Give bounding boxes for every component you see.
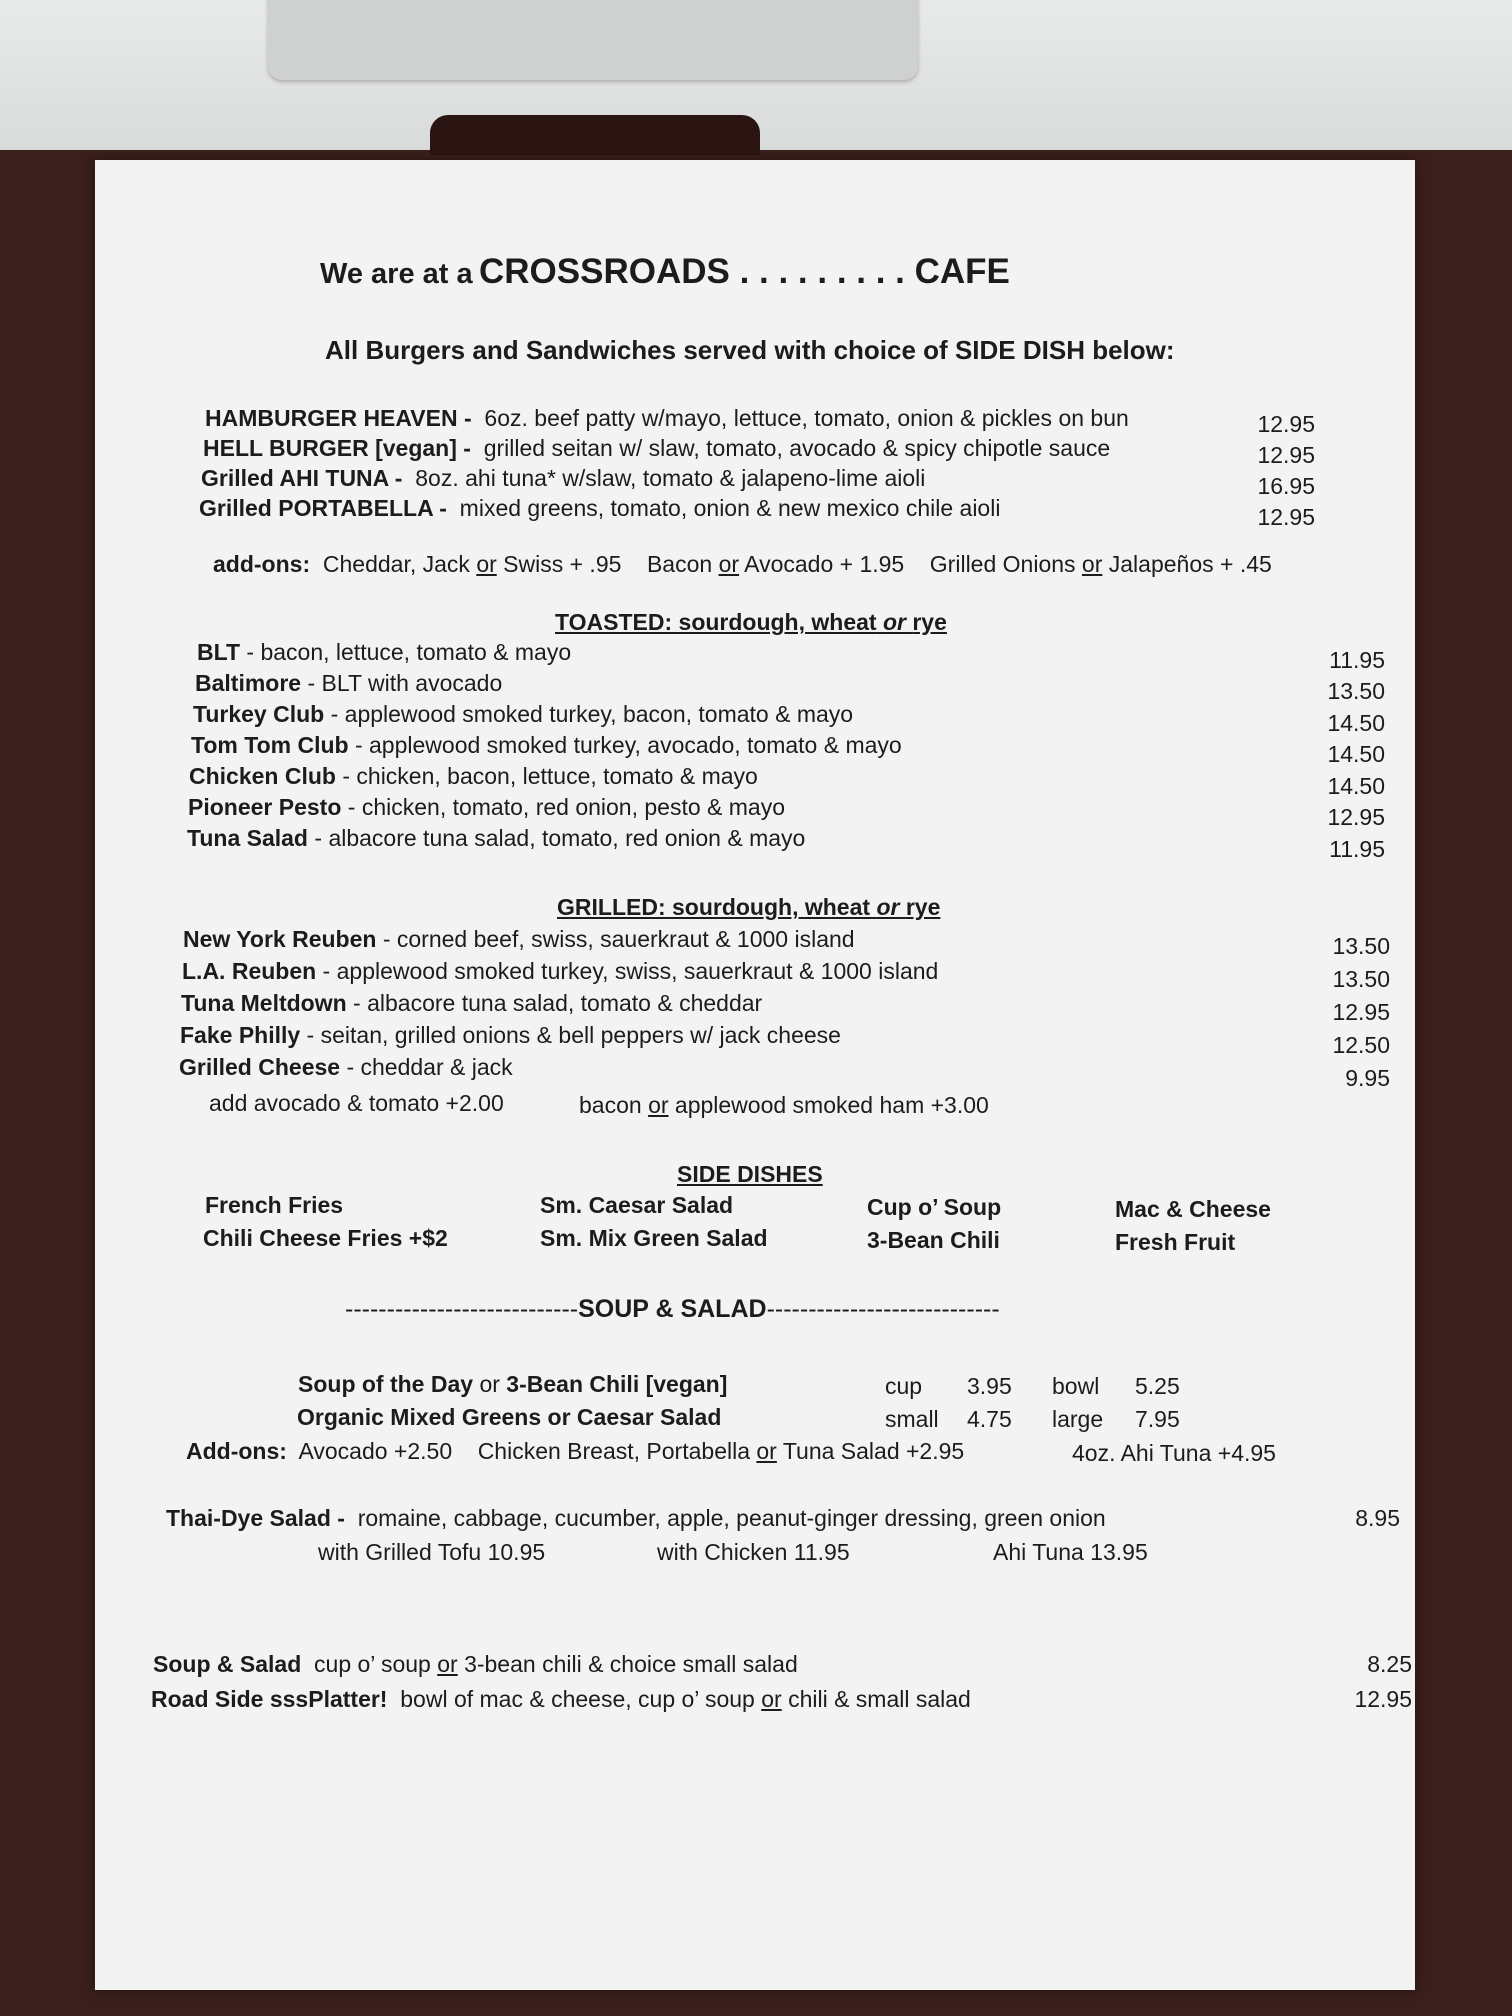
item-price: 12.50 bbox=[1332, 1032, 1390, 1058]
sides-heading: SIDE DISHES bbox=[677, 1161, 823, 1187]
size-label: small bbox=[885, 1406, 939, 1432]
item-price: 8.25 bbox=[1367, 1651, 1412, 1677]
addon-text: Tuna Salad +2.95 bbox=[782, 1438, 965, 1464]
combo-item bbox=[153, 1650, 798, 1678]
subtitle: All Burgers and Sandwiches served with choice of SIDE DISH below: bbox=[325, 335, 1175, 365]
menu-page bbox=[95, 160, 1415, 1990]
item-desc: - applewood smoked turkey, swiss, sauerkraut & 1000 island bbox=[316, 958, 939, 984]
toasted-item bbox=[188, 793, 785, 821]
item-name: Soup & Salad bbox=[153, 1651, 302, 1677]
item-price: 12.95 bbox=[1332, 999, 1390, 1025]
item-name: Fake Philly bbox=[180, 1022, 301, 1048]
item-desc: grilled seitan w/ slaw, tomato, avocado & spicy chipotle sauce bbox=[483, 435, 1111, 461]
toasted-item bbox=[191, 731, 902, 759]
soup-salad-addons bbox=[186, 1437, 964, 1465]
heading-text: SOUP & SALAD bbox=[578, 1295, 767, 1323]
divider-dashes: ---------------------------- bbox=[345, 1295, 579, 1323]
item-desc: romaine, cabbage, cucumber, apple, peanut-ginger dressing, green onion bbox=[357, 1505, 1106, 1531]
or-text: or bbox=[718, 551, 740, 577]
item-desc: - albacore tuna salad, tomato & cheddar bbox=[346, 990, 763, 1016]
burger-item bbox=[201, 464, 925, 492]
item-desc: chili & small salad bbox=[788, 1686, 971, 1712]
item-name: Chicken Club bbox=[189, 763, 336, 789]
item-price: 3.95 bbox=[967, 1373, 1012, 1399]
item-price: 11.95 bbox=[1329, 647, 1385, 673]
item-name: Grilled Cheese bbox=[179, 1054, 341, 1080]
heading-text: rye bbox=[905, 894, 941, 920]
item-name: New York Reuben bbox=[183, 926, 377, 952]
item-name: Turkey Club bbox=[193, 701, 325, 727]
item-name: 3-Bean Chili [vegan] bbox=[506, 1371, 728, 1397]
grilled-extra: add avocado & tomato +2.00 bbox=[209, 1090, 504, 1116]
or-text: or bbox=[476, 551, 497, 577]
item-price: 8.95 bbox=[1355, 1505, 1400, 1531]
item-desc: - chicken, tomato, red onion, pesto & mayo bbox=[341, 794, 786, 820]
toasted-item bbox=[197, 638, 571, 666]
item-price: 12.95 bbox=[1257, 442, 1315, 468]
item-price: 5.25 bbox=[1135, 1373, 1180, 1399]
or-text: or bbox=[1081, 551, 1103, 577]
item-name: L.A. Reuben bbox=[182, 958, 317, 984]
item-price: 4.75 bbox=[967, 1406, 1012, 1432]
toasted-item bbox=[187, 824, 805, 852]
burger-addons bbox=[213, 550, 1272, 578]
item-name: BLT bbox=[197, 639, 241, 665]
heading-or: or bbox=[876, 894, 900, 920]
item-desc: - bacon, lettuce, tomato & mayo bbox=[240, 639, 572, 665]
item-name: HAMBURGER HEAVEN - bbox=[205, 405, 472, 431]
item-price: 14.50 bbox=[1327, 741, 1385, 767]
grilled-item bbox=[179, 1053, 513, 1081]
item-price: 9.95 bbox=[1345, 1065, 1390, 1091]
addon-text: Avocado + 1.95 bbox=[744, 551, 905, 577]
item-name: Baltimore bbox=[195, 670, 302, 696]
side-item: French Fries bbox=[205, 1192, 344, 1218]
item-price: 12.95 bbox=[1354, 1686, 1412, 1712]
item-desc: 8oz. ahi tuna* w/slaw, tomato & jalapeno-lime aioli bbox=[415, 465, 926, 491]
item-price: 7.95 bbox=[1135, 1406, 1180, 1432]
grilled-item bbox=[180, 1021, 841, 1049]
thai-salad bbox=[166, 1504, 1106, 1532]
addons-label: add-ons: bbox=[213, 551, 311, 577]
item-desc: - cheddar & jack bbox=[340, 1054, 513, 1080]
side-item: Fresh Fruit bbox=[1115, 1229, 1236, 1255]
side-item: Sm. Mix Green Salad bbox=[540, 1225, 768, 1251]
item-desc: - corned beef, swiss, sauerkraut & 1000 island bbox=[376, 926, 855, 952]
item-name: Tuna Salad bbox=[187, 825, 308, 851]
grilled-heading bbox=[557, 893, 940, 921]
item-name: Soup of the Day bbox=[298, 1371, 474, 1397]
item-desc: - chicken, bacon, lettuce, tomato & mayo bbox=[335, 763, 758, 789]
item-name: Grilled AHI TUNA - bbox=[201, 465, 403, 491]
item-name: HELL BURGER [vegan] - bbox=[203, 435, 471, 461]
item-price: 11.95 bbox=[1329, 836, 1385, 862]
salad-row: Organic Mixed Greens or Caesar Salad bbox=[297, 1404, 722, 1430]
item-desc: bowl of mac & cheese, cup o’ soup bbox=[400, 1686, 755, 1712]
addon-text: Bacon bbox=[646, 551, 713, 577]
page-title bbox=[320, 252, 1010, 291]
side-item: Sm. Caesar Salad bbox=[540, 1192, 734, 1218]
grilled-item bbox=[181, 989, 762, 1017]
item-price: 12.95 bbox=[1257, 411, 1315, 437]
item-price: 13.50 bbox=[1327, 678, 1385, 704]
item-desc: cup o’ soup bbox=[314, 1651, 431, 1677]
item-name: Thai-Dye Salad - bbox=[166, 1505, 345, 1531]
burger-item bbox=[203, 434, 1110, 462]
folder-tab bbox=[268, 0, 918, 80]
item-desc: - albacore tuna salad, tomato, red onion & mayo bbox=[308, 825, 806, 851]
extra-text: bacon bbox=[579, 1092, 642, 1118]
soup-row bbox=[298, 1370, 727, 1398]
heading-text: rye bbox=[912, 609, 947, 635]
addon-text: Chicken Breast, Portabella bbox=[477, 1438, 750, 1464]
size-label: bowl bbox=[1052, 1373, 1100, 1399]
item-desc: - seitan, grilled onions & bell peppers w/ jack cheese bbox=[300, 1022, 841, 1048]
toasted-item bbox=[195, 669, 502, 697]
item-price: 13.50 bbox=[1332, 933, 1390, 959]
size-label: cup bbox=[885, 1373, 923, 1399]
addon-text: Swiss + .95 bbox=[503, 551, 622, 577]
side-item: 3-Bean Chili bbox=[867, 1227, 1000, 1253]
addon-text: Cheddar, Jack bbox=[322, 551, 470, 577]
addon-text: Avocado +2.50 bbox=[298, 1438, 453, 1464]
thai-option: with Grilled Tofu 10.95 bbox=[318, 1539, 546, 1565]
extra-text: applewood smoked ham +3.00 bbox=[674, 1092, 989, 1118]
grilled-item bbox=[182, 957, 938, 985]
item-desc: - applewood smoked turkey, bacon, tomato & mayo bbox=[324, 701, 854, 727]
side-item: Cup o’ Soup bbox=[867, 1194, 1002, 1220]
item-price: 12.95 bbox=[1327, 804, 1385, 830]
heading-text: GRILLED: sourdough, wheat bbox=[557, 894, 871, 920]
addon-text: 4oz. Ahi Tuna +4.95 bbox=[1072, 1440, 1276, 1466]
addons-label: Add-ons: bbox=[186, 1438, 287, 1464]
item-price: 12.95 bbox=[1257, 504, 1315, 530]
thai-option: Ahi Tuna 13.95 bbox=[993, 1539, 1148, 1565]
burger-item bbox=[205, 404, 1129, 432]
addon-text: Jalapeños + .45 bbox=[1108, 551, 1272, 577]
or-text: or bbox=[437, 1651, 458, 1677]
item-desc: - applewood smoked turkey, avocado, tomato & mayo bbox=[348, 732, 902, 758]
heading-text: TOASTED: sourdough, wheat bbox=[555, 609, 877, 635]
title-prefix: We are at a bbox=[320, 258, 473, 290]
soup-salad-heading bbox=[345, 1295, 1000, 1323]
toasted-heading bbox=[555, 608, 947, 636]
grilled-item bbox=[183, 925, 855, 953]
item-name: Tuna Meltdown bbox=[181, 990, 347, 1016]
toasted-item bbox=[189, 762, 758, 790]
or-text: or bbox=[761, 1686, 782, 1712]
item-desc: 3-bean chili & choice small salad bbox=[464, 1651, 798, 1677]
item-price: 14.50 bbox=[1327, 773, 1385, 799]
size-label: large bbox=[1052, 1406, 1104, 1432]
item-price: 16.95 bbox=[1257, 473, 1315, 499]
heading-or: or bbox=[882, 609, 906, 635]
burger-item bbox=[199, 494, 1000, 522]
item-price: 14.50 bbox=[1327, 710, 1385, 736]
addon-text: Grilled Onions bbox=[929, 551, 1076, 577]
side-item: Chili Cheese Fries +$2 bbox=[203, 1225, 448, 1251]
or-text: or bbox=[648, 1092, 669, 1118]
grilled-extra bbox=[579, 1091, 989, 1119]
item-desc: 6oz. beef patty w/mayo, lettuce, tomato, onion & pickles on bun bbox=[484, 405, 1129, 431]
thai-option: with Chicken 11.95 bbox=[657, 1539, 850, 1565]
or-text: or bbox=[756, 1438, 777, 1464]
item-desc: mixed greens, tomato, onion & new mexico chile aioli bbox=[459, 495, 1001, 521]
item-name: Tom Tom Club bbox=[191, 732, 349, 758]
toasted-item bbox=[193, 700, 853, 728]
or-text: or bbox=[479, 1371, 500, 1397]
item-name: Grilled PORTABELLA - bbox=[199, 495, 447, 521]
item-price: 13.50 bbox=[1332, 966, 1390, 992]
combo-item bbox=[151, 1685, 971, 1713]
item-name: Road Side sssPlatter! bbox=[151, 1686, 388, 1712]
item-desc: - BLT with avocado bbox=[301, 670, 503, 696]
side-item: Mac & Cheese bbox=[1115, 1196, 1271, 1222]
clipboard-clip bbox=[430, 115, 760, 155]
divider-dashes: ---------------------------- bbox=[766, 1295, 1000, 1323]
item-name: Pioneer Pesto bbox=[188, 794, 342, 820]
cafe-name: CROSSROADS . . . . . . . . . CAFE bbox=[479, 252, 1010, 291]
